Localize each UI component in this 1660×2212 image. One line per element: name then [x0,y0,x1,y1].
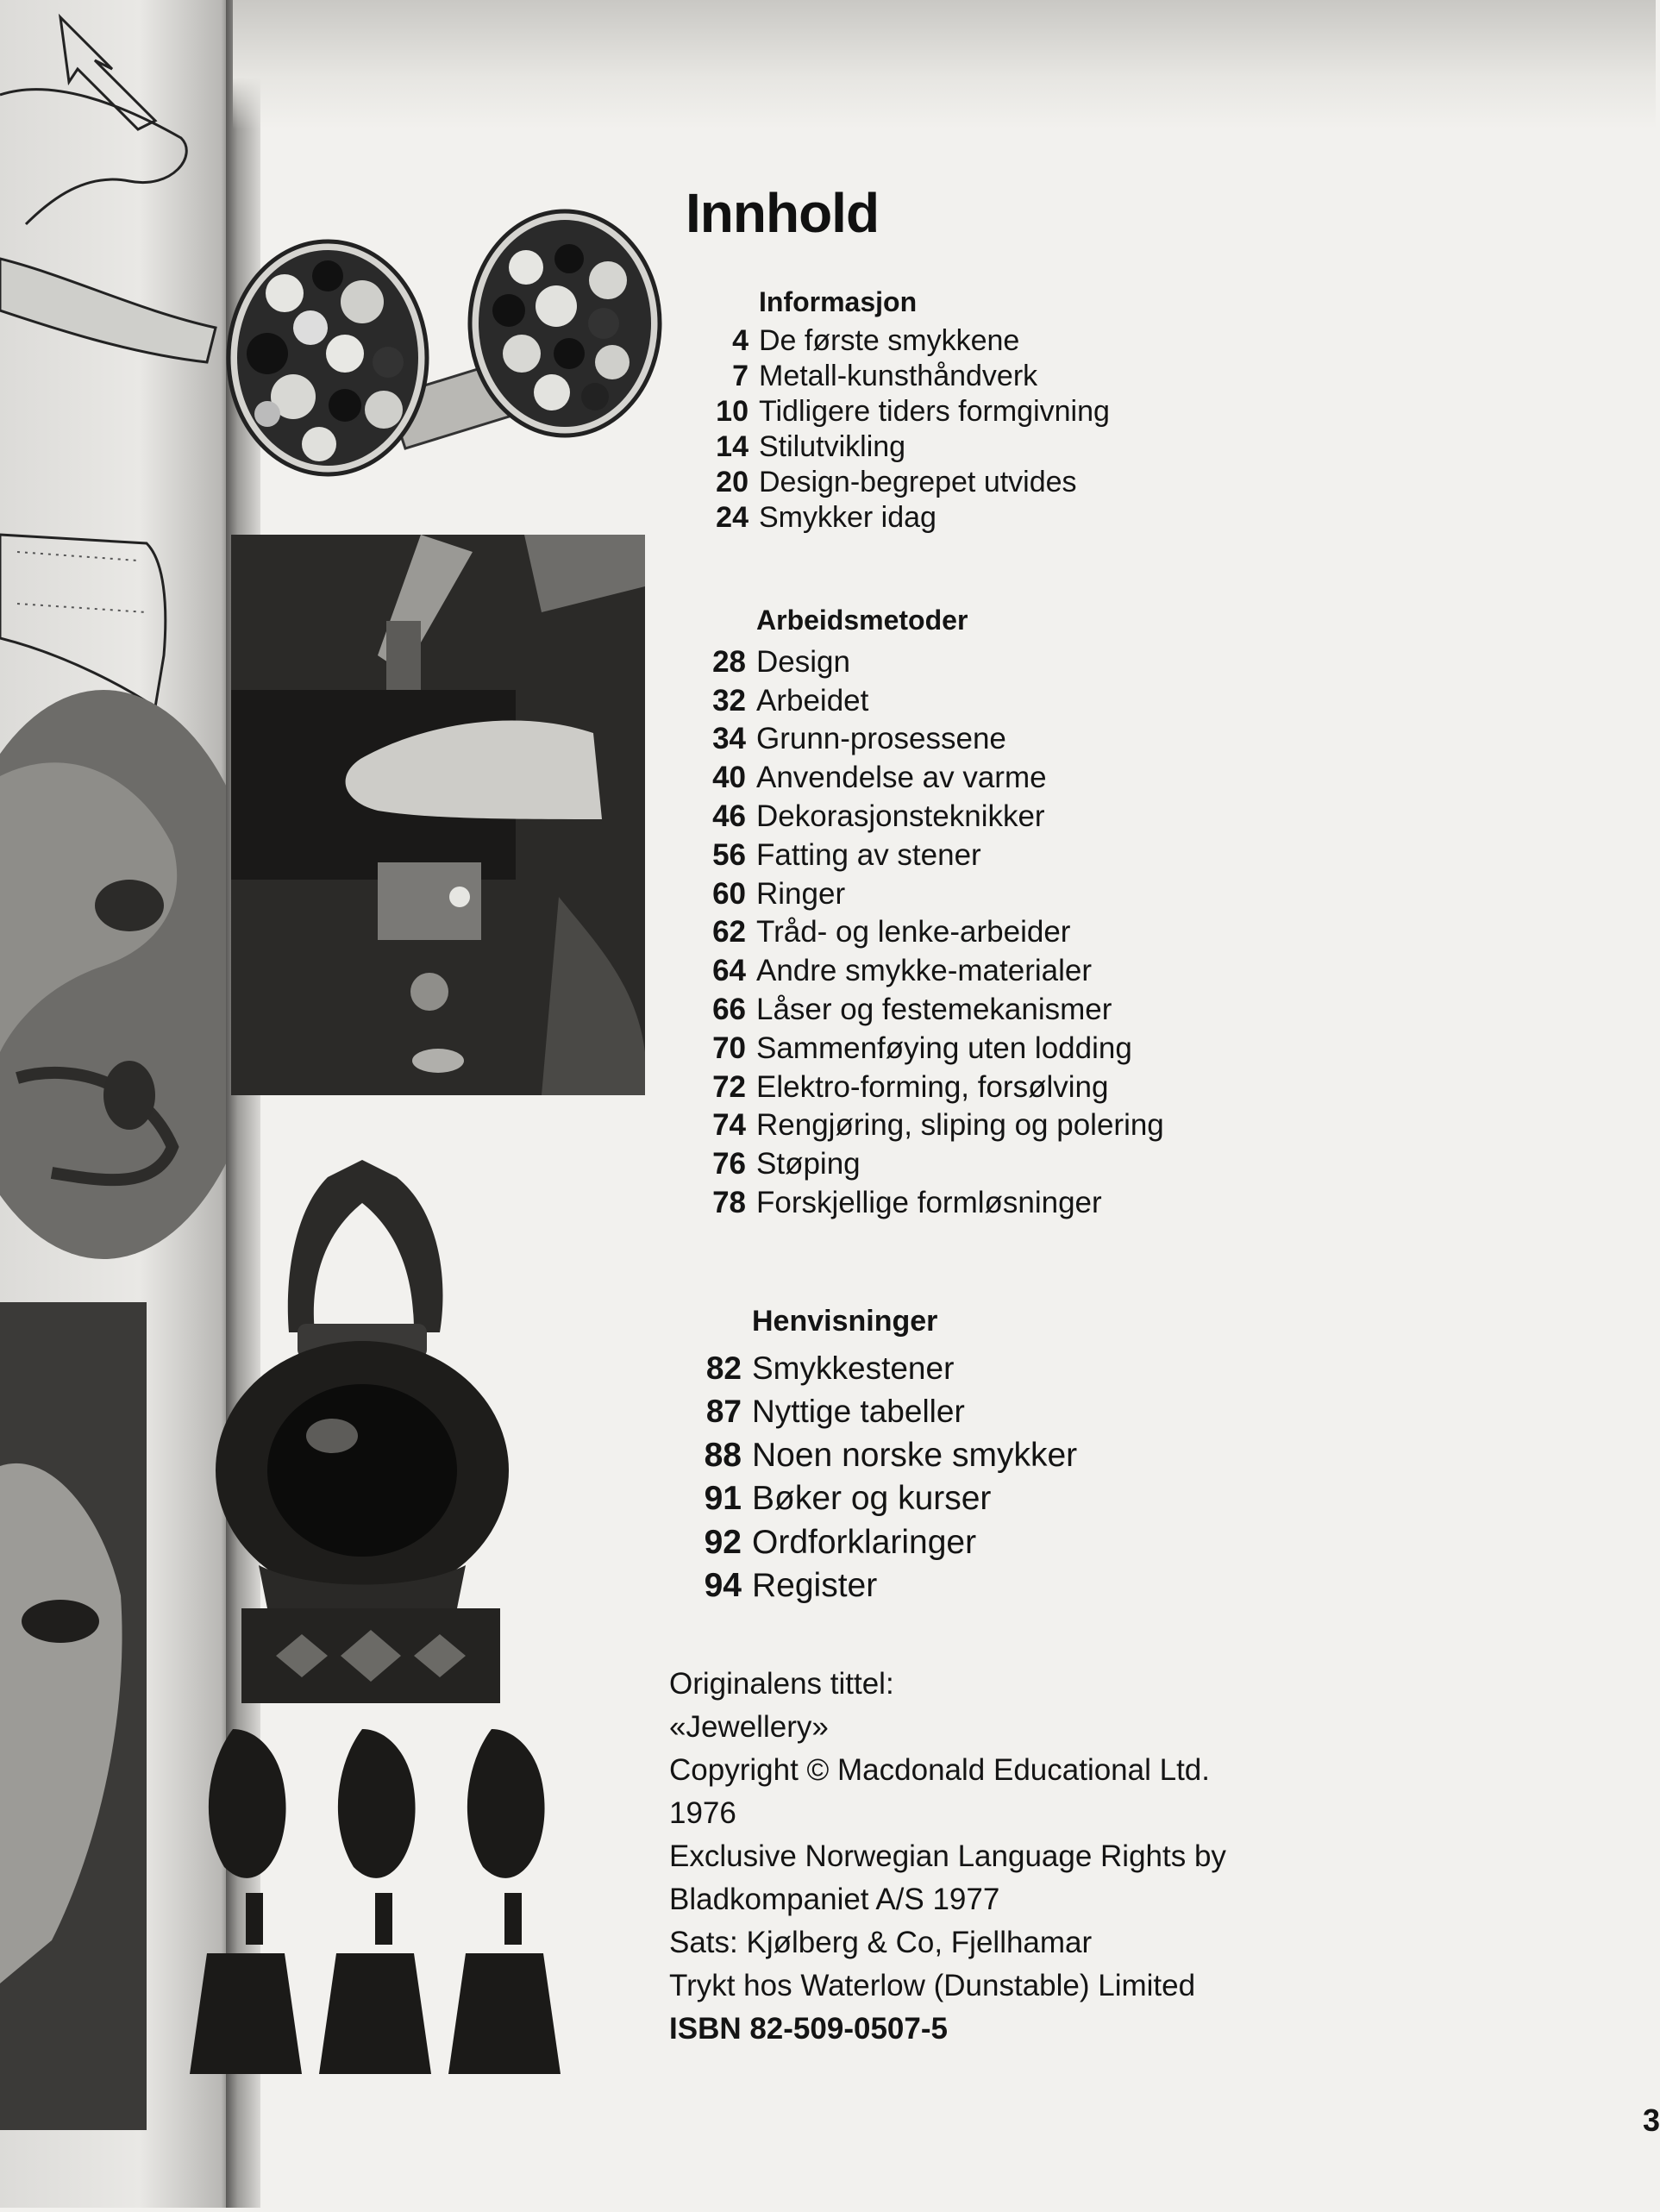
section-heading: Informasjon [759,286,918,317]
toc-entry [686,1106,1462,1145]
toc-entry-title: Grunn-prosessene [756,722,1006,756]
colophon-line: Exclusive Norwegian Language Rights by [669,1839,1226,1873]
toc-entry-title: Ordforklaringer [752,1523,977,1561]
toc-entry-title: Støping [756,1147,861,1181]
toc-entry-title: Ringer [756,876,846,911]
colophon-line: Bladkompaniet A/S 1977 [669,1883,1000,1916]
toc-page-number: 46 [712,799,746,833]
toc-page-number: 10 [716,395,749,428]
toc-entry [688,394,1464,429]
toc-entry [686,837,1462,875]
toc-page-number: 88 [704,1436,742,1474]
toc-entry [686,798,1462,837]
toc-entry [686,643,1462,682]
isbn: ISBN 82-509-0507-5 [669,2012,948,2046]
toc-entry-title: Elektro-forming, forsølving [756,1069,1109,1104]
toc-page-number: 56 [712,837,746,872]
toc-page-number: 40 [712,761,746,795]
colophon [669,1663,1359,2051]
toc-page-number: 94 [704,1567,742,1604]
toc-entry-title: Anvendelse av varme [756,761,1047,795]
colophon-line: Copyright © Macdonald Educational Ltd. [669,1753,1210,1787]
toc-page-number: 34 [712,722,746,756]
toc-page-number: 87 [705,1394,742,1429]
toc-entry-title: Bøker og kurser [752,1480,992,1517]
toc-entry [688,500,1464,536]
toc-entry [686,875,1462,914]
toc-entry [688,323,1464,359]
toc-page-number: 76 [712,1147,746,1181]
toc-page-number: 78 [712,1185,746,1219]
toc-page-number: 7 [732,360,749,392]
toc-entry [686,759,1462,798]
pendant-photo [155,1160,638,2091]
toc-entry-title: Noen norske smykker [752,1436,1078,1474]
toc-entry-title: Design [756,644,850,679]
toc-entry [681,1521,1457,1565]
page-title: Innhold [686,182,880,244]
toc-entry-title: Design-begrepet utvides [759,466,1077,498]
toc-section-informasjon [688,285,1464,536]
toc-entry [686,1030,1462,1068]
toc-entry-title: Låser og festemekanismer [756,992,1112,1026]
toc-section-arbeidsmetoder [686,601,1462,1223]
toc-entry-title: Arbeidet [756,683,869,717]
colophon-line: Trykt hos Waterlow (Dunstable) Limited [669,1969,1196,2002]
toc-section-henvisninger [681,1300,1457,1608]
toc-entry [686,1184,1462,1223]
toc-page-number: 32 [712,683,746,717]
toc-entry-title: Fatting av stener [756,837,981,872]
toc-entry-title: Nyttige tabeller [752,1394,965,1429]
toc-page-number: 82 [705,1350,742,1386]
toc-entry [686,991,1462,1030]
toc-page-number: 91 [704,1480,742,1517]
toc-page-number: 14 [716,430,749,463]
toc-page-number: 4 [732,324,749,357]
toc-page-number: 64 [712,954,746,988]
toc-entry [688,465,1464,500]
toc-entry-title: Sammenføying uten lodding [756,1031,1132,1065]
toc-page-number: 66 [712,992,746,1026]
cufflinks-photo [216,216,681,500]
toc-entry [686,913,1462,952]
toc-entry-title: Smykkestener [752,1350,955,1386]
toc-page-number: 70 [712,1031,746,1065]
colophon-line: «Jewellery» [669,1710,829,1744]
toc-entry [686,720,1462,759]
toc-entry [681,1564,1457,1608]
toc-page-number: 74 [712,1108,746,1143]
colophon-line: 1976 [669,1796,736,1830]
colophon-line: Originalens tittel: [669,1667,894,1701]
toc-entry-title: Forskjellige formløsninger [756,1185,1102,1219]
workshop-photo [231,535,645,1095]
toc-entry [681,1390,1457,1434]
toc-page-number: 24 [716,501,749,534]
page-number: 3 [1643,2102,1660,2138]
toc-entry-title: Rengjøring, sliping og polering [756,1108,1164,1143]
toc-page-number: 62 [712,915,746,949]
toc-entry-title: Register [752,1567,878,1604]
toc-entry-title: Smykker idag [759,501,936,534]
toc-entry [681,1434,1457,1478]
toc-entry-title: De første smykkene [759,324,1020,357]
toc-entry [686,682,1462,721]
toc-entry-title: Dekorasjonsteknikker [756,799,1045,833]
colophon-line: Sats: Kjølberg & Co, Fjellhamar [669,1926,1093,1959]
toc-entry [686,1068,1462,1107]
page-top-shadow [233,0,1656,129]
toc-entry-title: Andre smykke-materialer [756,954,1092,988]
toc-page-number: 28 [712,644,746,679]
toc-entry [688,429,1464,465]
toc-page-number: 60 [712,876,746,911]
toc-entry-title: Stilutvikling [759,430,906,463]
section-heading: Henvisninger [752,1305,938,1338]
toc-entry [686,1145,1462,1184]
toc-entry-title: Tråd- og lenke-arbeider [756,915,1071,949]
toc-entry [686,952,1462,991]
toc-page-number: 72 [712,1069,746,1104]
toc-entry-title: Tidligere tiders formgivning [759,395,1110,428]
toc-entry-title: Metall-kunsthåndverk [759,360,1038,392]
toc-entry [688,359,1464,394]
toc-entry [681,1477,1457,1521]
section-heading: Arbeidsmetoder [756,605,968,636]
toc-entry [681,1347,1457,1391]
toc-page-number: 20 [716,466,749,498]
toc-page-number: 92 [704,1523,742,1561]
